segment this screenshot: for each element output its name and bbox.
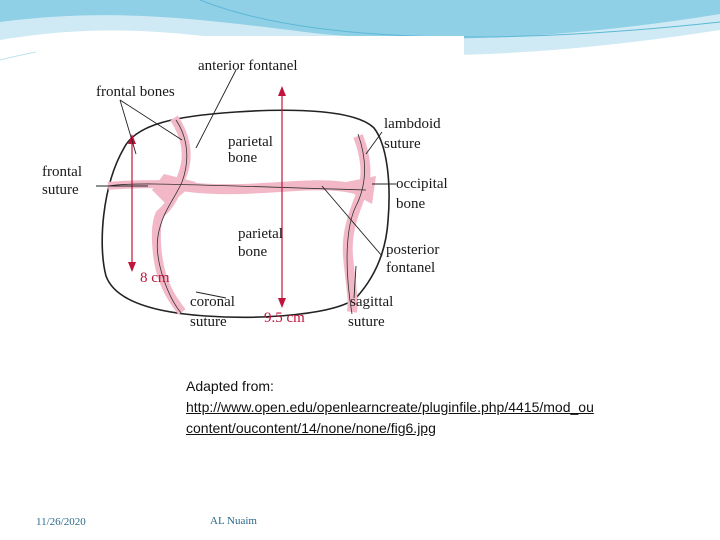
source-caption [186, 376, 596, 439]
label-coronal-1: coronal [190, 294, 235, 310]
label-posterior-2: fontanel [386, 260, 436, 276]
footer-author: AL Nuaim [210, 515, 257, 527]
footer-date: 11/26/2020 [36, 516, 86, 528]
label-lambdoid-2: suture [384, 136, 421, 152]
label-sagittal-2: suture [348, 314, 385, 330]
label-occipital-1: occipital [396, 176, 448, 192]
label-sagittal-1: sagittal [350, 294, 394, 310]
label-anterior-fontanel: anterior fontanel [198, 58, 298, 74]
label-frontal-suture-2: suture [42, 182, 79, 198]
label-posterior-1: posterior [386, 242, 440, 258]
skull-diagram-figure [36, 36, 464, 348]
label-parietal-bottom-2: bone [238, 244, 268, 260]
source-link[interactable]: http://www.open.edu/openlearncreate/pluginfile.php/4415/mod_oucontent/oucontent/14/none/none/fig6.jpg [186, 399, 594, 436]
label-parietal-top-2: bone [228, 150, 258, 166]
skull-diagram-svg [36, 36, 464, 348]
label-coronal-2: suture [190, 314, 227, 330]
caption-prefix: Adapted from: [186, 378, 274, 394]
label-length-measure: 9.5 cm [264, 310, 305, 326]
label-width-measure: 8 cm [140, 270, 170, 286]
label-frontal-suture-1: frontal [42, 164, 82, 180]
label-parietal-bottom-1: parietal [238, 226, 283, 242]
label-occipital-2: bone [396, 196, 426, 212]
label-lambdoid-1: lambdoid [384, 116, 441, 132]
label-frontal-bones: frontal bones [96, 84, 175, 100]
label-parietal-top-1: parietal [228, 134, 273, 150]
